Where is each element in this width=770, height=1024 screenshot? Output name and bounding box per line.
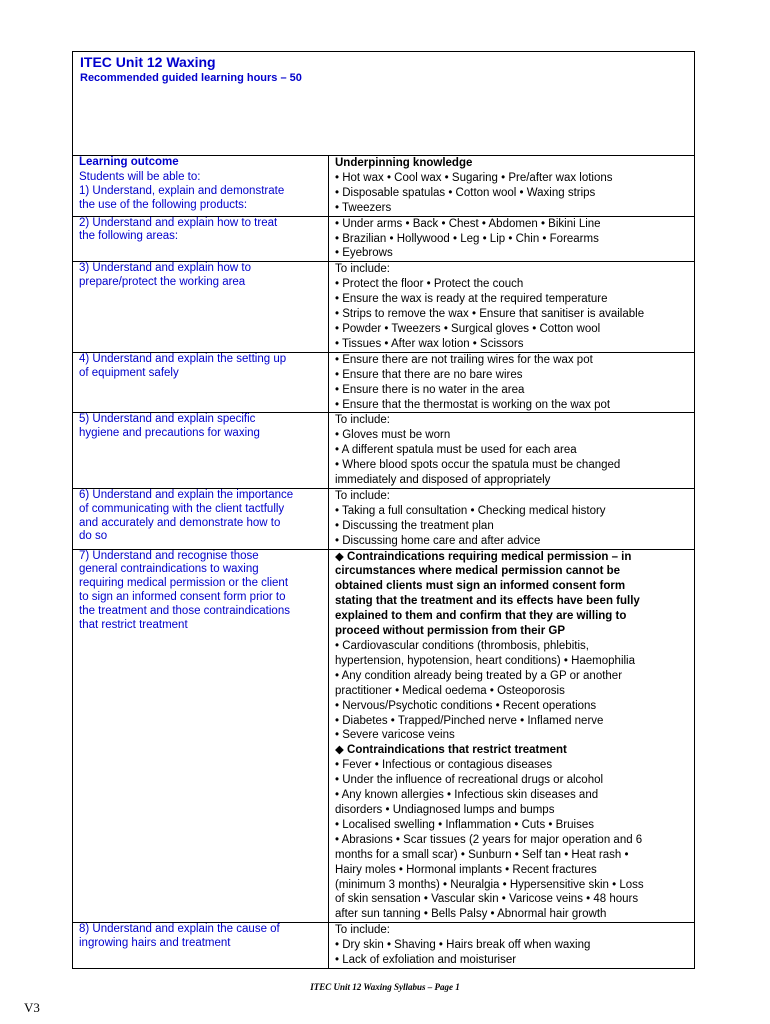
underpinning-knowledge-cell [329,262,694,351]
text-line: To include: [335,414,390,427]
text-line: to sign an informed consent form prior to [79,590,286,603]
text-line: • Under arms • Back • Chest • Abdomen • Bikini Line [335,217,601,230]
text-line: • Abrasions • Scar tissues (2 years for major operation and 6 [335,833,643,846]
table-row [73,413,694,489]
syllabus-table [72,51,695,969]
learning-outcome-cell [73,262,329,351]
text-line: • Powder • Tweezers • Surgical gloves • Cotton wool [335,322,601,335]
text-line: • Nervous/Psychotic conditions • Recent operations [335,699,597,712]
text-line: • Ensure that the thermostat is working on the wax pot [335,398,611,411]
text-line: Students will be able to: [79,170,201,183]
text-line: • Diabetes • Trapped/Pinched nerve • Inflamed nerve [335,714,604,727]
text-line: 8) Understand and explain the cause of [79,923,280,936]
text-line: the following areas: [79,230,179,243]
text-line: disorders • Undiagnosed lumps and bumps [335,803,555,816]
text-line: ◆ Contraindications that restrict treatment [335,744,567,757]
text-line: requiring medical permission or the client [79,577,289,590]
underpinning-knowledge-header [329,156,694,171]
text-line: 4) Understand and explain the setting up [79,352,287,365]
learning-outcome-header-text: Learning outcome [79,156,179,168]
text-line: and accurately and demonstrate how to [79,516,281,529]
text-line: hypertension, hypotension, heart conditions) • Haemophilia [335,654,636,667]
text-line: general contraindications to waxing [79,563,259,576]
text-line: • Tweezers [335,201,392,214]
table-row [73,171,694,217]
text-line: practitioner • Medical oedema • Osteoporosis [335,684,565,697]
text-line: Hairy moles • Hormonal implants • Recent fractures [335,863,597,876]
learning-outcome-cell [73,923,329,968]
text-line: • Hot wax • Cool wax • Sugaring • Pre/after wax lotions [335,171,613,184]
text-line: do so [79,530,108,543]
text-line: months for a small scar) • Sunburn • Self tan • Heat rash • [335,848,629,861]
text-line: • Tissues • After wax lotion • Scissors [335,337,524,350]
text-line: • Discussing home care and after advice [335,534,541,547]
table-row [73,353,694,414]
page-footer: ITEC Unit 12 Waxing Syllabus – Page 1 [310,982,460,992]
document-title: ITEC Unit 12 Waxing [80,54,216,70]
header-cell [73,52,694,156]
text-line: proceed without permission from their GP [335,625,566,638]
text-line: prepare/protect the working area [79,276,246,289]
underpinning-knowledge-cell [329,550,694,923]
table-row [73,489,694,550]
text-line: • Any condition already being treated by a GP or another [335,669,623,682]
learning-outcome-cell [73,217,329,262]
guided-hours: Recommended guided learning hours – 50 [80,72,302,84]
text-line: 7) Understand and recognise those [79,549,259,562]
text-line: 1) Understand, explain and demonstrate [79,184,285,197]
table-row [73,217,694,263]
text-line: obtained clients must sign an informed consent form [335,580,626,593]
text-line: • Brazilian • Hollywood • Leg • Lip • Chin • Forearms [335,232,599,245]
table-body [73,156,694,968]
underpinning-knowledge-cell [329,171,694,216]
text-line: • Fever • Infectious or contagious diseases [335,759,553,772]
text-line: • Localised swelling • Inflammation • Cuts • Bruises [335,818,594,831]
text-line: • Severe varicose veins [335,729,455,742]
text-line: after sun tanning • Bells Palsy • Abnormal hair growth [335,908,607,921]
version-label: V3 [24,1000,40,1015]
text-line: • Ensure there are not trailing wires for the wax pot [335,353,593,366]
text-line: • Ensure the wax is ready at the required temperature [335,293,608,306]
text-line: • Disposable spatulas • Cotton wool • Waxing strips [335,186,596,199]
text-line: that restrict treatment [79,618,188,631]
underpinning-knowledge-cell [329,217,694,262]
table-row [73,923,694,968]
text-line: • Dry skin • Shaving • Hairs break off when waxing [335,939,591,952]
text-line: • A different spatula must be used for each area [335,444,577,457]
text-line: of skin sensation • Vascular skin • Varicose veins • 48 hours [335,893,639,906]
text-line: • Under the influence of recreational drugs or alcohol [335,774,604,787]
underpinning-knowledge-header-text: Underpinning knowledge [335,157,473,169]
text-line: • Ensure that there are no bare wires [335,368,523,381]
underpinning-knowledge-cell [329,353,694,413]
text-line: stating that the treatment and its effects have been fully [335,595,640,608]
learning-outcome-cell [73,413,329,488]
text-line: • Strips to remove the wax • Ensure that sanitiser is available [335,308,645,321]
text-line: • Protect the floor • Protect the couch [335,278,524,291]
learning-outcome-cell [73,171,329,216]
text-line: circumstances where medical permission cannot be [335,565,621,578]
text-line: To include: [335,924,390,937]
learning-outcome-header [73,156,329,171]
text-line: the treatment and those contraindications [79,604,290,617]
text-line: • Where blood spots occur the spatula must be changed [335,459,621,472]
text-line: ◆ Contraindications requiring medical permission – in [335,550,632,563]
text-line: 5) Understand and explain specific [79,413,256,426]
text-line: • Any known allergies • Infectious skin diseases and [335,789,599,802]
text-line: (minimum 3 months) • Neuralgia • Hypersensitive skin • Loss [335,878,644,891]
text-line: ingrowing hairs and treatment [79,937,231,950]
underpinning-knowledge-cell [329,923,694,968]
column-header-row [73,156,694,171]
table-row [73,262,694,352]
learning-outcome-cell [73,353,329,413]
text-line: of equipment safely [79,366,179,379]
text-line: 3) Understand and explain how to [79,262,251,275]
text-line: hygiene and precautions for waxing [79,427,260,440]
text-line: • Discussing the treatment plan [335,519,494,532]
text-line: the use of the following products: [79,198,248,211]
text-line: immediately and disposed of appropriately [335,474,551,487]
text-line: 2) Understand and explain how to treat [79,216,278,229]
learning-outcome-cell [73,489,329,549]
text-line: of communicating with the client tactfully [79,502,285,515]
text-line: • Taking a full consultation • Checking medical history [335,504,606,517]
learning-outcome-cell [73,550,329,923]
text-line: To include: [335,263,390,276]
underpinning-knowledge-cell [329,413,694,488]
text-line: • Eyebrows [335,247,393,260]
table-row [73,550,694,924]
text-line: • Lack of exfoliation and moisturiser [335,954,517,967]
text-line: explained to them and confirm that they are willing to [335,610,627,623]
text-line: 6) Understand and explain the importance [79,488,294,501]
text-line: To include: [335,489,390,502]
text-line: • Ensure there is no water in the area [335,383,525,396]
underpinning-knowledge-cell [329,489,694,549]
text-line: • Cardiovascular conditions (thrombosis, phlebitis, [335,640,589,652]
text-line: • Gloves must be worn [335,429,451,442]
